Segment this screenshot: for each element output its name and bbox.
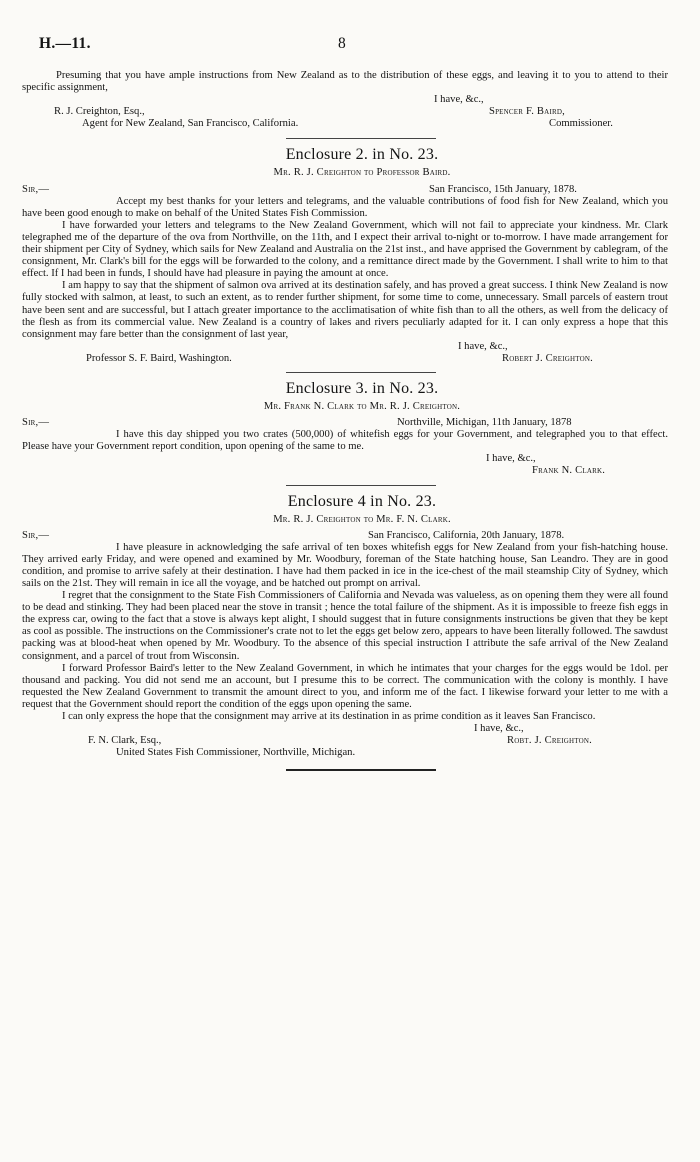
signature: Frank N. Clark. — [532, 465, 606, 477]
letter-baird-paragraph: Presuming that you have ample instructions from New Zealand as to the distribution of these eggs, and leaving it to you to attend to their specific assignment, — [22, 70, 668, 94]
signature: Robt. J. Creighton. — [507, 735, 592, 747]
section-divider — [286, 372, 436, 373]
section-divider — [286, 485, 436, 486]
enclosure-from-to: Mr. Frank N. Clark to Mr. R. J. Creighton. — [263, 400, 461, 412]
section-divider — [286, 138, 436, 139]
salutation: Sir,— — [22, 529, 50, 541]
salutation: Sir,— — [22, 183, 50, 195]
enclosure-title: Enclosure 4 in No. 23. — [287, 492, 437, 510]
closing: I have, &c., — [486, 453, 536, 465]
enclosure-2 — [22, 145, 668, 365]
letter-baird — [22, 70, 668, 130]
paragraph: I regret that the consignment to the State Fish Commissioners of California and Nevada was valueless, as on opening them they were all found to be dead and stinking. They had been placed near the stove in transit ; hence the total failure of the shipment. As it is impossible to freeze fish eggs in the express car, owing to the fact that a stove is always kept alight, I should suggest that in future consignments instructions be given that they be kept as cool as possible. The instructions on the Commissioner's crate not to let the eggs get below zero, appears to have been literally followed. The sawdust packing was at blood-heat when opened by Mr. Woodbury. To the absence of this special instruction I attribute the safe arrival of the New Zealand consignment, and a parcel of trout from Wisconsin. — [22, 590, 668, 662]
enclosure-from-to: Mr. R. J. Creighton to Mr. F. N. Clark. — [273, 513, 451, 525]
paragraph: Accept my best thanks for your letters and telegrams, and the valuable contributions of food fish for New Zealand, which you have been good enough to make on behalf of the United States Fish Commission. — [22, 195, 668, 219]
closing: I have, &c., — [474, 723, 524, 735]
salutation: Sir,— — [22, 417, 50, 429]
page-number: 8 — [338, 35, 346, 52]
place-date: San Francisco, 15th January, 1878. — [429, 183, 577, 195]
page-content — [22, 70, 668, 777]
addressee-title: Agent for New Zealand, San Francisco, California. — [82, 118, 299, 130]
enclosure-title: Enclosure 3. in No. 23. — [285, 379, 439, 397]
addressee: Professor S. F. Baird, Washington. — [86, 352, 232, 364]
signature: Robert J. Creighton. — [502, 352, 594, 364]
place-date: Northville, Michigan, 11th January, 1878 — [397, 417, 572, 429]
end-rule — [286, 769, 436, 771]
paragraph: I am happy to say that the shipment of salmon ova arrived at its destination safely, and has proved a great success. I think New Zealand is now fully stocked with salmon, at least, to such an extent, as to render further shipment, for some time to come, unnecessary. Small parcels of eastern trout have been sent and are successful, but I attach greater importance to the acclimatisation of white fish than to all the others, as well from the delicacy of the flesh as from its commercial value. New Zealand is a country of lakes and rivers peculiarly adapted for it. I can only express a hope that this consignment may fare better than the consignment of last year, — [22, 280, 668, 340]
addressee-title: United States Fish Commissioner, Northville, Michigan. — [116, 747, 356, 759]
enclosure-4 — [22, 492, 668, 760]
signer-title: Commissioner. — [549, 118, 613, 130]
enclosure-from-to: Mr. R. J. Creighton to Professor Baird. — [273, 167, 451, 179]
addressee: F. N. Clark, Esq., — [88, 735, 162, 747]
addressee: R. J. Creighton, Esq., — [54, 106, 145, 118]
closing: I have, &c., — [434, 94, 484, 106]
paragraph: I have this day shipped you two crates (500,000) of whitefish eggs for your Government, and telegraphed you to that effect. Please have your Government report condition, upon opening of the same to me. — [22, 429, 668, 453]
closing: I have, &c., — [458, 340, 508, 352]
paragraph: I have forwarded your letters and telegrams to the New Zealand Government, which will not fail to appreciate your kindness. Mr. Clark telegraphed me of the departure of the ova from Northville, on the 11th, and I expect their arrival to-night or to-morrow. I have made arrangement for their shipment per City of Sydney, which sails for New Zealand and Australia on the 21st inst., and have apprised the Government by cablegram, of the consignment, Mr. Clark's bill for the eggs will be forwarded to the colony, and a remittance direct made by the Government. I shall write to him to that effect. If I had been in funds, I should have had pleasure in paying the amount at once. — [22, 219, 668, 280]
paragraph: I can only express the hope that the consignment may arrive at its destination in as prime condition as it leaves San Francisco. — [62, 711, 596, 723]
document-reference: H.—11. — [39, 35, 91, 52]
paragraph: I have pleasure in acknowledging the safe arrival of ten boxes whitefish eggs for New Zealand from your fish-hatching house. They arrived early Friday, and were opened and examined by Mr. Woodbury, foreman of the State hatching house, San Leandro. They are in good condition, and promise to arrive safely at their destination. I have had them packed in ice in the ice-chest of the mail steamship City of Sydney, which sails on the 21st. They will remain in ice all the voyage, and be hatched out prompt on arrival. — [22, 541, 668, 589]
paragraph: I forward Professor Baird's letter to the New Zealand Government, in which he intimates that your charges for the eggs would be 1dol. per thousand and packing. You did not send me an account, but I presume this to be correct. The communication with the colony is monthly. I have requested the New Zealand Government to transmit the amount direct to you, and inform me of the fact. I likewise forward your letter to me with a request that the Government should report the condition of the eggs upon opening the same. — [22, 662, 668, 710]
enclosure-title: Enclosure 2. in No. 23. — [285, 146, 439, 164]
place-date: San Francisco, California, 20th January, 1878. — [368, 529, 565, 541]
enclosure-3 — [22, 379, 668, 478]
signature: Spencer F. Baird, — [489, 106, 565, 118]
